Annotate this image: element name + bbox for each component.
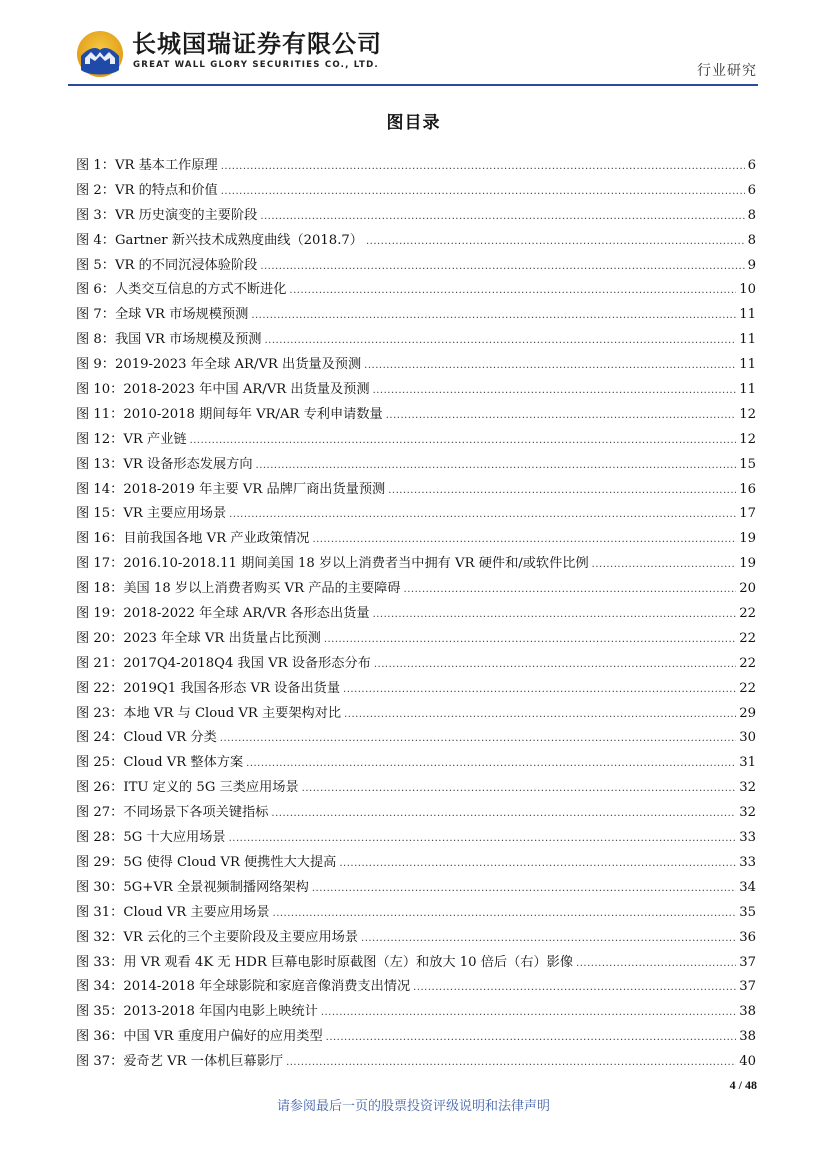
figure-title: 目前我国各地 VR 产业政策情况: [123, 531, 310, 547]
figure-title: VR 的不同沉浸体验阶段: [114, 257, 258, 273]
figure-title: 我国 VR 市场规模及预测: [114, 332, 262, 348]
figure-label: 图 16：: [76, 531, 124, 547]
figure-page-number: 36: [739, 929, 756, 945]
figure-title: 爱奇艺 VR 一体机巨幕影厅: [123, 1054, 284, 1070]
figure-label: 图 29：: [76, 854, 124, 870]
dot-leader: [413, 976, 736, 1001]
figure-label: 图 10：: [76, 382, 124, 398]
figure-title: 2018-2022 年全球 AR/VR 各形态出货量: [123, 606, 370, 622]
figure-title: VR 产业链: [123, 431, 187, 447]
dot-leader: [229, 827, 737, 852]
dot-leader: [190, 429, 737, 454]
figure-page-number: 19: [739, 556, 756, 572]
dot-leader: [260, 205, 744, 230]
dot-leader: [256, 454, 737, 479]
dot-leader: [286, 1051, 736, 1076]
figure-label: 图 9：: [76, 357, 115, 373]
figure-label: 图 32：: [76, 929, 124, 945]
figure-page-number: 11: [739, 332, 756, 348]
figure-page-number: 19: [739, 531, 756, 547]
figure-label: 图 2：: [76, 182, 115, 198]
toc-entry[interactable]: [76, 229, 756, 254]
figure-label: 图 21：: [76, 655, 124, 671]
figure-page-number: 37: [739, 979, 756, 995]
figure-page-number: 34: [739, 879, 756, 895]
figure-title: VR 设备形态发展方向: [123, 456, 253, 472]
legal-disclaimer: 请参阅最后一页的股票投资评级说明和法律声明: [276, 1099, 550, 1114]
figure-label: 图 4：: [76, 232, 115, 248]
figure-title: VR 基本工作原理: [114, 158, 218, 173]
figure-label: 图 14：: [76, 481, 124, 497]
figure-label: 图 17：: [76, 556, 124, 572]
toc-entry[interactable]: [76, 378, 756, 403]
figure-title: 用 VR 观看 4K 无 HDR 巨幕电影时原截图（左）和放大 10 倍后（右）影像: [123, 954, 574, 970]
figure-page-number: 8: [747, 232, 756, 248]
dot-leader: [229, 503, 736, 528]
figure-page-number: 38: [739, 1029, 756, 1045]
toc-entry[interactable]: [76, 154, 756, 179]
figure-label: 图 18：: [76, 581, 124, 597]
figure-page-number: 20: [739, 581, 756, 597]
dot-leader: [312, 528, 736, 553]
figure-label: 图 36：: [76, 1029, 124, 1045]
figure-title: VR 主要应用场景: [123, 506, 227, 522]
dot-leader: [592, 553, 737, 578]
toc-entry[interactable]: [76, 975, 756, 1000]
figure-title: 5G 十大应用场景: [123, 830, 226, 846]
figure-title: 2010-2018 期间每年 VR/AR 专利申请数量: [123, 406, 383, 422]
figure-page-number: 12: [739, 431, 756, 447]
toc-entry[interactable]: [76, 527, 756, 552]
dot-leader: [265, 329, 737, 354]
company-name-en: GREAT WALL GLORY SECURITIES CO., LTD.: [133, 60, 379, 70]
dot-leader: [271, 802, 736, 827]
figure-label: 图 15：: [76, 506, 124, 522]
dot-leader: [273, 902, 737, 927]
figure-page-number: 22: [739, 606, 756, 622]
figure-label: 图 13：: [76, 456, 124, 472]
toc-entry[interactable]: [76, 478, 756, 503]
figure-label: 图 5：: [76, 257, 115, 273]
dot-leader: [221, 180, 745, 205]
toc-entry[interactable]: [76, 403, 756, 428]
toc-entry[interactable]: [76, 278, 756, 303]
toc-entry[interactable]: [76, 776, 756, 801]
toc-entry[interactable]: [76, 179, 756, 204]
figure-page-number: 31: [739, 755, 756, 771]
dot-leader: [344, 703, 736, 728]
figure-page-number: 10: [739, 282, 756, 298]
dot-leader: [339, 852, 736, 877]
figure-title: 中国 VR 重度用户偏好的应用类型: [123, 1029, 323, 1045]
figure-title: ITU 定义的 5G 三类应用场景: [123, 780, 299, 796]
dot-leader: [373, 603, 737, 628]
toc-entry[interactable]: [76, 702, 756, 727]
toc-entry[interactable]: [76, 826, 756, 851]
toc-entry[interactable]: [76, 502, 756, 527]
figure-label: 图 3：: [76, 207, 115, 223]
figure-label: 图 8：: [76, 332, 115, 348]
page-number: 4 / 48: [729, 1078, 757, 1092]
toc-entry[interactable]: [76, 726, 756, 751]
dot-leader: [312, 877, 736, 902]
figure-label: 图 27：: [76, 805, 124, 821]
toc-entry[interactable]: [76, 204, 756, 229]
figure-page-number: 37: [739, 954, 756, 970]
figure-label: 图 11：: [76, 406, 124, 422]
figure-label: 图 22：: [76, 680, 124, 696]
figure-label: 图 37：: [76, 1054, 124, 1070]
dot-leader: [343, 678, 736, 703]
figure-page-number: 15: [739, 456, 756, 472]
figure-title: 2018-2019 年主要 VR 品牌厂商出货量预测: [123, 481, 386, 497]
dot-leader: [251, 304, 736, 329]
figure-page-number: 8: [747, 207, 756, 223]
figure-label: 图 35：: [76, 1004, 124, 1020]
dot-leader: [386, 404, 736, 429]
toc-entry[interactable]: [76, 303, 756, 328]
figure-label: 图 26：: [76, 780, 124, 796]
figure-title: 2013-2018 年国内电影上映统计: [123, 1004, 318, 1020]
figure-title: 人类交互信息的方式不断进化: [114, 282, 287, 298]
figure-page-number: 40: [739, 1054, 756, 1070]
dot-leader: [302, 777, 737, 802]
dot-leader: [324, 628, 736, 653]
figure-title: 美国 18 岁以上消费者购买 VR 产品的主要障碍: [123, 581, 401, 597]
dot-leader: [321, 1001, 736, 1026]
figure-label: 图 30：: [76, 879, 124, 895]
figure-page-number: 17: [739, 506, 756, 522]
toc-entry[interactable]: [76, 577, 756, 602]
figure-page-number: 35: [739, 904, 756, 920]
toc-entry[interactable]: [76, 552, 756, 577]
figure-title: 2018-2023 年中国 AR/VR 出货量及预测: [123, 382, 370, 398]
toc-entry[interactable]: [76, 876, 756, 901]
figure-title: Cloud VR 分类: [123, 730, 217, 746]
figure-title: 2017Q4-2018Q4 我国 VR 设备形态分布: [123, 655, 371, 671]
toc-entry[interactable]: [76, 1050, 756, 1075]
figure-page-number: 9: [747, 257, 756, 273]
dot-leader: [373, 379, 737, 404]
toc-entry[interactable]: [76, 1000, 756, 1025]
figure-page-number: 6: [747, 182, 756, 198]
figure-page-number: 6: [747, 158, 756, 173]
figure-page-number: 32: [739, 805, 756, 821]
figure-page-number: 33: [739, 854, 756, 870]
page-title: 图目录: [386, 113, 441, 133]
toc-entry[interactable]: [76, 951, 756, 976]
dot-leader: [361, 927, 736, 952]
figure-label: 图 34：: [76, 979, 124, 995]
figure-label: 图 7：: [76, 307, 115, 323]
toc-entry[interactable]: [76, 602, 756, 627]
dot-leader: [388, 479, 736, 504]
section-label: 行业研究: [697, 63, 757, 79]
toc-entry[interactable]: [76, 453, 756, 478]
toc-entry[interactable]: [76, 428, 756, 453]
header-divider: [68, 84, 758, 86]
figure-label: 图 31：: [76, 904, 124, 920]
toc-entry[interactable]: [76, 926, 756, 951]
toc-entry[interactable]: [76, 627, 756, 652]
company-name-cn: 长城国瑞证券有限公司: [132, 30, 382, 58]
figure-label: 图 1：: [76, 158, 115, 173]
figure-label: 图 28：: [76, 830, 124, 846]
page-header: [0, 0, 827, 90]
figure-title: Cloud VR 主要应用场景: [123, 904, 270, 920]
toc-entry[interactable]: [76, 901, 756, 926]
figure-title: 2016.10-2018.11 期间美国 18 岁以上消费者当中拥有 VR 硬件和/或软件比例: [123, 556, 589, 572]
figure-title: 2023 年全球 VR 出货量占比预测: [123, 630, 321, 646]
figure-title: Cloud VR 整体方案: [123, 755, 244, 771]
figure-page-number: 16: [739, 481, 756, 497]
figure-page-number: 30: [739, 730, 756, 746]
dot-leader: [221, 155, 745, 180]
figure-label: 图 19：: [76, 606, 124, 622]
figure-page-number: 12: [739, 406, 756, 422]
toc-entry[interactable]: [76, 652, 756, 677]
figure-label: 图 23：: [76, 705, 124, 721]
toc-entry[interactable]: [76, 353, 756, 378]
dot-leader: [366, 230, 745, 255]
figure-title: VR 历史演变的主要阶段: [114, 207, 258, 223]
figure-page-number: 22: [739, 630, 756, 646]
figure-title: VR 的特点和价值: [114, 182, 218, 198]
dot-leader: [374, 653, 736, 678]
figure-title: 2019Q1 我国各形态 VR 设备出货量: [123, 680, 341, 696]
dot-leader: [364, 354, 736, 379]
dot-leader: [404, 578, 737, 603]
figure-page-number: 29: [739, 705, 756, 721]
toc-entry[interactable]: [76, 851, 756, 876]
dot-leader: [576, 952, 736, 977]
dot-leader: [246, 752, 736, 777]
figure-label: 图 20：: [76, 630, 124, 646]
dot-leader: [289, 279, 736, 304]
figure-title: 2019-2023 年全球 AR/VR 出货量及预测: [114, 357, 362, 373]
figure-title: 5G 使得 Cloud VR 便携性大大提高: [123, 854, 337, 870]
figure-label: 图 24：: [76, 730, 124, 746]
toc-entry[interactable]: [76, 328, 756, 353]
figure-page-number: 22: [739, 680, 756, 696]
figure-title: 不同场景下各项关键指标: [123, 805, 269, 821]
toc-entry[interactable]: [76, 751, 756, 776]
figure-page-number: 11: [739, 307, 756, 323]
figure-page-number: 22: [739, 655, 756, 671]
figure-page-number: 38: [739, 1004, 756, 1020]
dot-leader: [326, 1026, 737, 1051]
great-wall-glory-logo-icon: [76, 30, 124, 78]
figure-page-number: 32: [739, 780, 756, 796]
toc-entry[interactable]: [76, 677, 756, 702]
figure-title: 5G+VR 全景视频制播网络架构: [123, 879, 309, 895]
figure-title: Gartner 新兴技术成熟度曲线（2018.7）: [114, 232, 363, 248]
figure-list: [76, 154, 756, 1075]
figure-title: 本地 VR 与 Cloud VR 主要架构对比: [123, 705, 342, 721]
figure-label: 图 12：: [76, 431, 124, 447]
figure-title: VR 云化的三个主要阶段及主要应用场景: [123, 929, 359, 945]
figure-title: 2014-2018 年全球影院和家庭音像消费支出情况: [123, 979, 411, 995]
figure-page-number: 11: [739, 357, 756, 373]
figure-page-number: 33: [739, 830, 756, 846]
figure-page-number: 11: [739, 382, 756, 398]
figure-label: 图 6：: [76, 282, 115, 298]
figure-label: 图 25：: [76, 755, 124, 771]
toc-entry[interactable]: [76, 254, 756, 279]
figure-title: 全球 VR 市场规模预测: [114, 307, 249, 323]
figure-label: 图 33：: [76, 954, 124, 970]
dot-leader: [220, 727, 736, 752]
toc-entry[interactable]: [76, 1025, 756, 1050]
toc-entry[interactable]: [76, 801, 756, 826]
dot-leader: [260, 255, 744, 280]
